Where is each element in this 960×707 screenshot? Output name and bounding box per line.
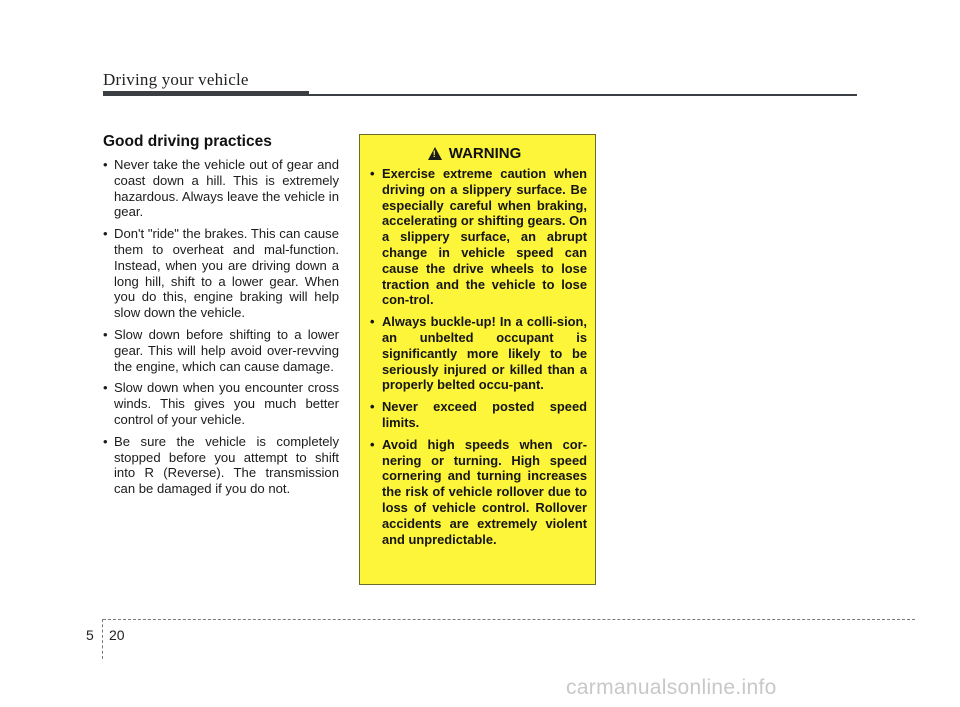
good-driving-section — [103, 133, 339, 503]
section-title: Good driving practices — [103, 133, 272, 150]
warning-title: WARNING — [448, 145, 522, 162]
page-number: 20 — [109, 627, 125, 643]
page-header-title: Driving your vehicle — [103, 70, 249, 89]
warning-item: • Never exceed posted speed limits. — [370, 399, 587, 431]
list-item: • Slow down before shifting to a lower gear. This will help avoid over-revving the engine, which can cause damage. — [103, 327, 339, 374]
footer-rule — [103, 619, 915, 620]
header-bar — [103, 91, 309, 96]
warning-box — [359, 134, 596, 585]
practices-list — [103, 157, 339, 497]
warning-list — [370, 166, 587, 547]
list-item: • Slow down when you encounter cross winds. This gives you much better control of your vehicle. — [103, 380, 339, 427]
list-item: • Don't "ride" the brakes. This can cause them to overheat and mal-function. Instead, when you are driving down a long hill, shift to a lower gear. When you do this, engine braking will help slow down the vehicle. — [103, 226, 339, 321]
list-item: • Never take the vehicle out of gear and coast down a hill. This is extremely hazardous. Always leave the vehicle in gear. — [103, 157, 339, 220]
warning-item: • Avoid high speeds when cor-nering or turning. High speed cornering and turning increases the risk of vehicle rollover due to loss of vehicle control. Rollover accidents are extremely violent and unpredictable. — [370, 437, 587, 548]
warning-header — [362, 145, 587, 162]
warning-item: • Exercise extreme caution when driving on a slippery surface. Be especially careful when braking, accelerating or shifting gears. On a slippery surface, an abrupt change in vehicle speed can cause the drive wheels to lose traction and the vehicle to lose con-trol. — [370, 166, 587, 308]
footer-divider — [102, 619, 103, 659]
chapter-number: 5 — [86, 627, 94, 643]
list-item: • Be sure the vehicle is completely stopped before you attempt to shift into R (Reverse). The transmission can be damaged if you do not. — [103, 434, 339, 497]
warning-item: • Always buckle-up! In a colli-sion, an unbelted occupant is significantly more likely to be seriously injured or killed than a properly belted occu-pant. — [370, 314, 587, 393]
warning-triangle-icon — [428, 147, 442, 160]
watermark-text: carmanualsonline.info — [566, 676, 777, 699]
header-rule — [309, 94, 857, 96]
